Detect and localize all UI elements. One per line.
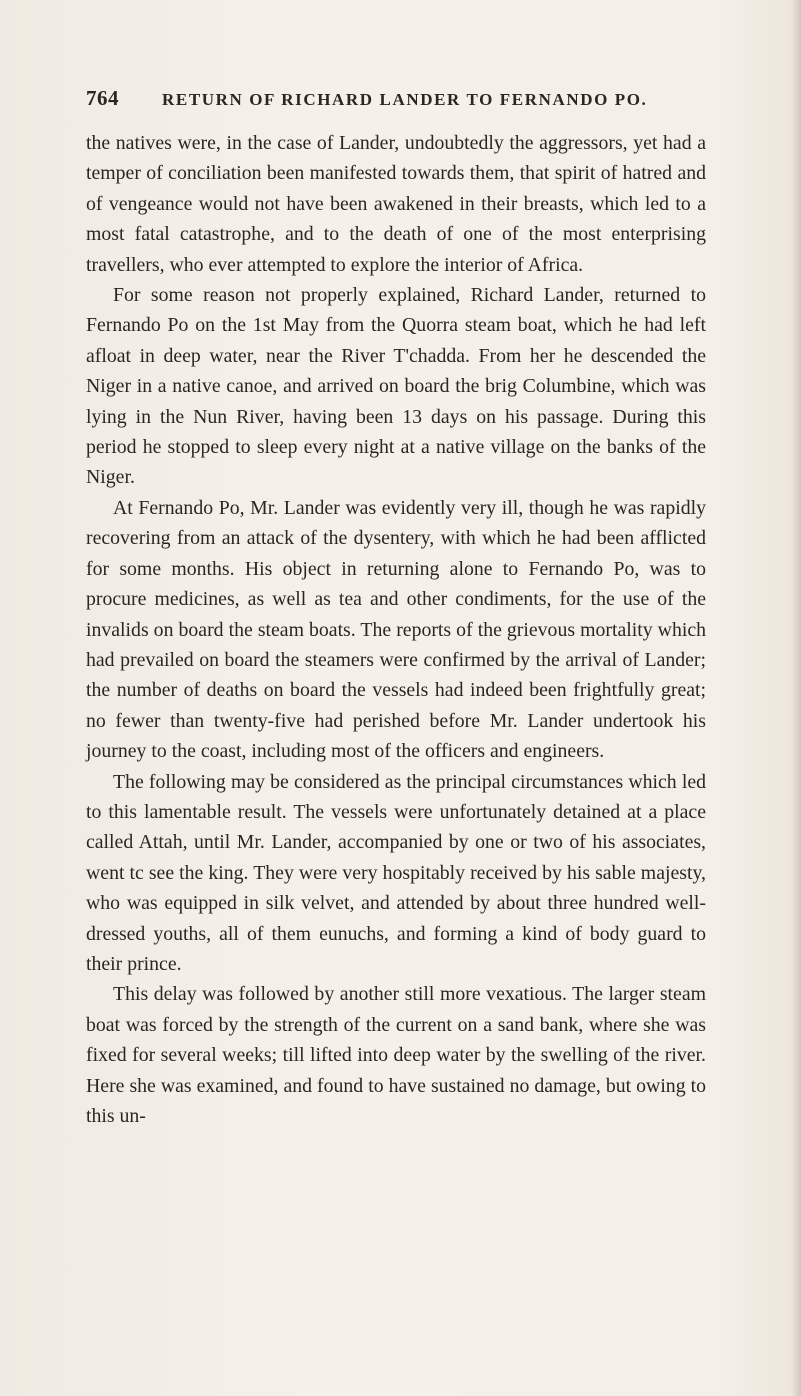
paragraph-5: This delay was followed by another still more vexatious. The larger steam boat was forced by the strength of the current on a sand bank, where she was fixed for several weeks; till lifted into deep water by the swelling of the river. Here she was examined, and found to have sustained no damage, but owing to this un-: [86, 983, 706, 1127]
paragraph-4: The following may be considered as the principal circumstances which led to this lamentable result. The vessels were unfortunately detained at a place called Attah, until Mr. Lander, accompanied by one or two of his associates, went tc see the king. They were very hospitably received by his sable majesty, who was equipped in silk velvet, and attended by about three hundred well-dressed youths, all of them eunuchs, and forming a kind of body guard to their prince.: [86, 770, 706, 975]
body-text: [86, 128, 706, 1131]
page-header: [86, 86, 706, 120]
page-number: 764: [86, 86, 119, 110]
page-edge-shadow: [791, 0, 801, 1396]
paragraph-2: For some reason not properly explained, Richard Lander, returned to Fernando Po on the 1st May from the Quorra steam boat, which he had left afloat in deep water, near the River T'chadda. From her he descended the Niger in a native canoe, and arrived on board the brig Columbine, which was lying in the Nun River, having been 13 days on his passage. During this period he stopped to sleep every night at a native village on the banks of the Niger.: [86, 284, 706, 489]
running-title: RETURN OF RICHARD LANDER TO FERNANDO PO.: [162, 90, 648, 109]
paragraph-1: the natives were, in the case of Lander, undoubtedly the aggressors, yet had a temper of conciliation been manifested towards them, that spirit of hatred and of vengeance would not have been awakened in their breasts, which led to a most fatal catastrophe, and to the death of one of the most enterprising travellers, who ever attempted to explore the interior of Africa.: [86, 132, 706, 276]
paragraph-3: At Fernando Po, Mr. Lander was evidently very ill, though he was rapidly recovering from an attack of the dysentery, with which he had been afflicted for some months. His object in returning alone to Fernando Po, was to procure medicines, as well as tea and other condiments, for the use of the invalids on board the steam boats. The reports of the grievous mortality which had prevailed on board the steamers were confirmed by the arrival of Lander; the number of deaths on board the vessels had indeed been frightfully great; no fewer than twenty-five had perished before Mr. Lander undertook his journey to the coast, including most of the officers and engineers.: [86, 496, 706, 763]
